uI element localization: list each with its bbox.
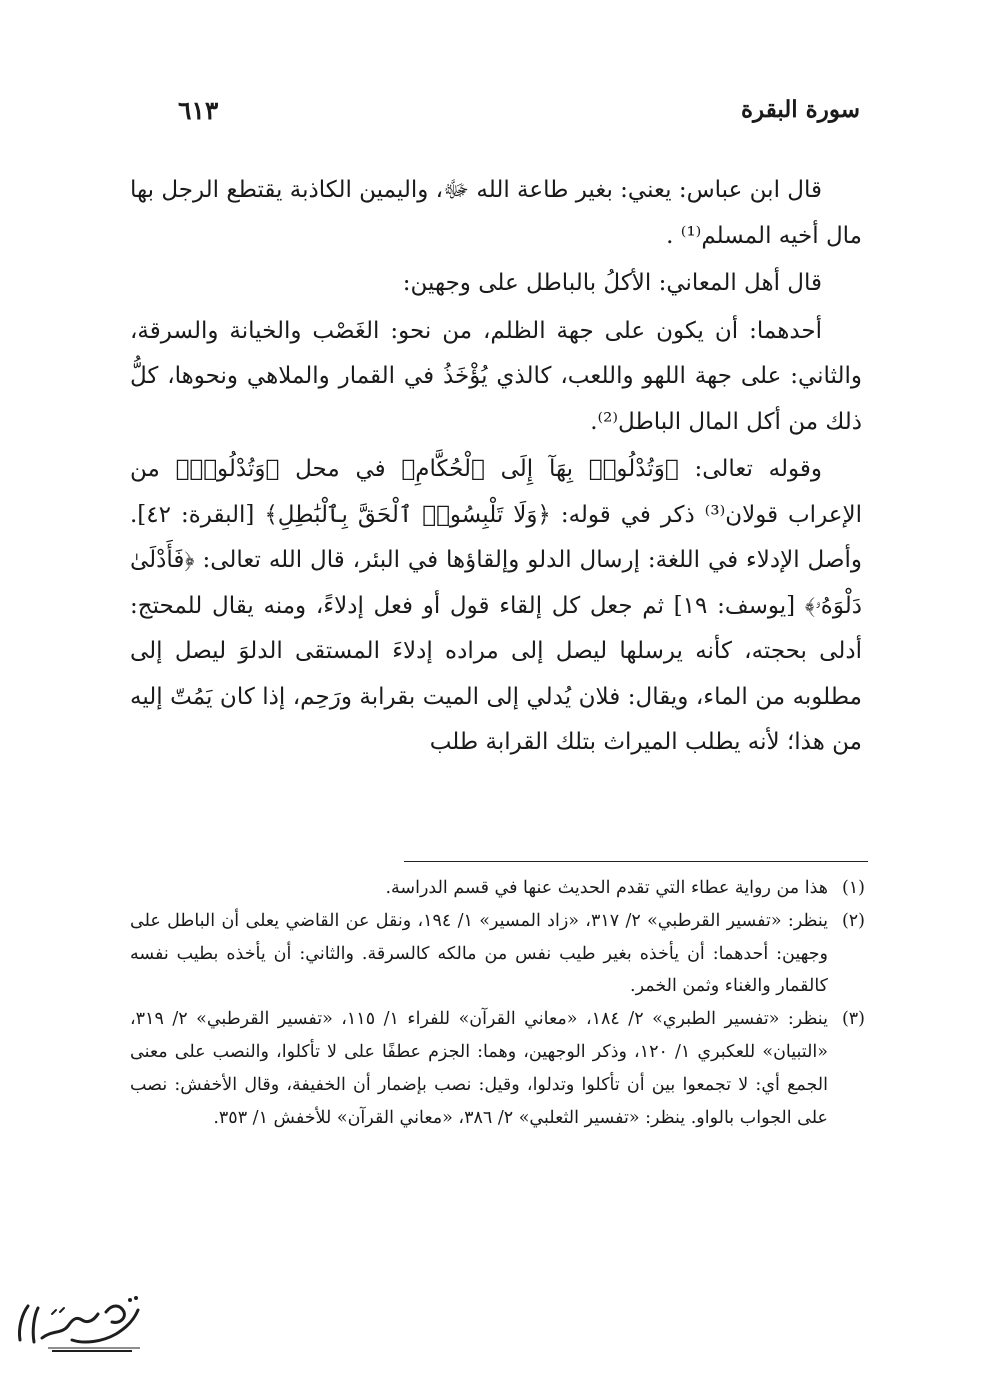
footnotes [130,872,865,1134]
footnote-number: (١) [841,878,865,898]
footnote-divider [404,861,868,862]
page-header [130,96,860,136]
page-number: ٦١٣ [178,96,219,125]
footnote-text: ينظر: «تفسير الطبري» ٢/ ١٨٤، «معاني القرآن» للفراء ١/ ١١٥، «تفسير القرطبي» ٢/ ٣١٩، «التبيان» للعكبري ١/ ١٢٠، وذكر الوجهين، وهما: الجزم عطفًا على لا تأكلوا، والنصب على معنى الجمع أي: لا تجمعوا بين أن تأكلوا وتدلوا، وقيل: نصب بإضمار أن الخفيفة، وقال الأخفش: نصب على الجواب بالواو. ينظر: «تفسير الثعلبي» ٢/ ٣٨٦، «معاني القرآن» للأخفش ١/ ٣٥٣. [130,1009,828,1128]
footnote-text: هذا من رواية عطاء التي تقدم الحديث عنها في قسم الدراسة. [385,878,828,898]
body-paragraph: أحدهما: أن يكون على جهة الظلم، من نحو: الغَصْب والخيانة والسرقة، والثاني: على جهة اللهو واللعب، كالذي يُؤْخَذُ في القمار والملاهي ونحوها، كلُّ ذلك من أكل المال الباطل⁽²⁾. [130,317,862,435]
body-paragraph: وقوله تعالى: ﴿وَتُدْلُوا۟ بِهَآ إِلَى ٱلْحُكَّامِ﴾ في محل ﴿وَتُدْلُوا۟﴾ من الإعراب قولان⁽³⁾ ذكر في قوله: ﴿وَلَا تَلْبِسُوا۟ ٱلْحَقَّ بِٱلْبَٰطِلِ﴾ [البقرة: ٤٢]. وأصل الإدلاء في اللغة: إرسال الدلو وإلقاؤها في البئر، قال الله تعالى: ﴿فَأَدْلَىٰ دَلْوَهُۥ﴾ [يوسف: ١٩] ثم جعل كل إلقاء قول أو فعل إدلاءً، ومنه يقال للمحتج: أدلى بحجته، كأنه يرسلها ليصل إلى مراده إدلاءَ المستقى الدلوَ ليصل إلى مطلوبه من الماء، ويقال: فلان يُدلي إلى الميت بقرابة ورَحِم، إذا كان يَمُتّ إليه من هذا؛ لأنه يطلب الميراث بتلك القرابة طلب [130,456,862,755]
body-paragraph: قال أهل المعاني: الأكلُ بالباطل على وجهين: [402,270,822,296]
footnote [130,872,865,905]
footnote [130,1003,865,1134]
publisher-logo-icon [12,1290,152,1356]
footnote-number: (٣) [841,1009,865,1030]
main-text [130,168,862,766]
calligraphy-logo-icon [12,1290,152,1356]
footnote [130,905,865,1003]
surah-title: سورة البقرة [740,96,860,123]
body-paragraph: قال ابن عباس: يعني: بغير طاعة الله ﷻ، واليمين الكاذبة يقتطع الرجل بها مال أخيه المسلم⁽¹⁾ . [130,177,862,249]
footnote-text: ينظر: «تفسير القرطبي» ٢/ ٣١٧، «زاد المسير» ١/ ١٩٤، ونقل عن القاضي يعلى أن الباطل على وجهين: أحدهما: أن يأخذه بغير طيب نفس من مالكه كالسرقة. والثاني: أن يأخذه بطيب نفسه كالقمار والغناء وثمن الخمر. [130,910,828,997]
footnote-number: (٢) [841,910,865,931]
